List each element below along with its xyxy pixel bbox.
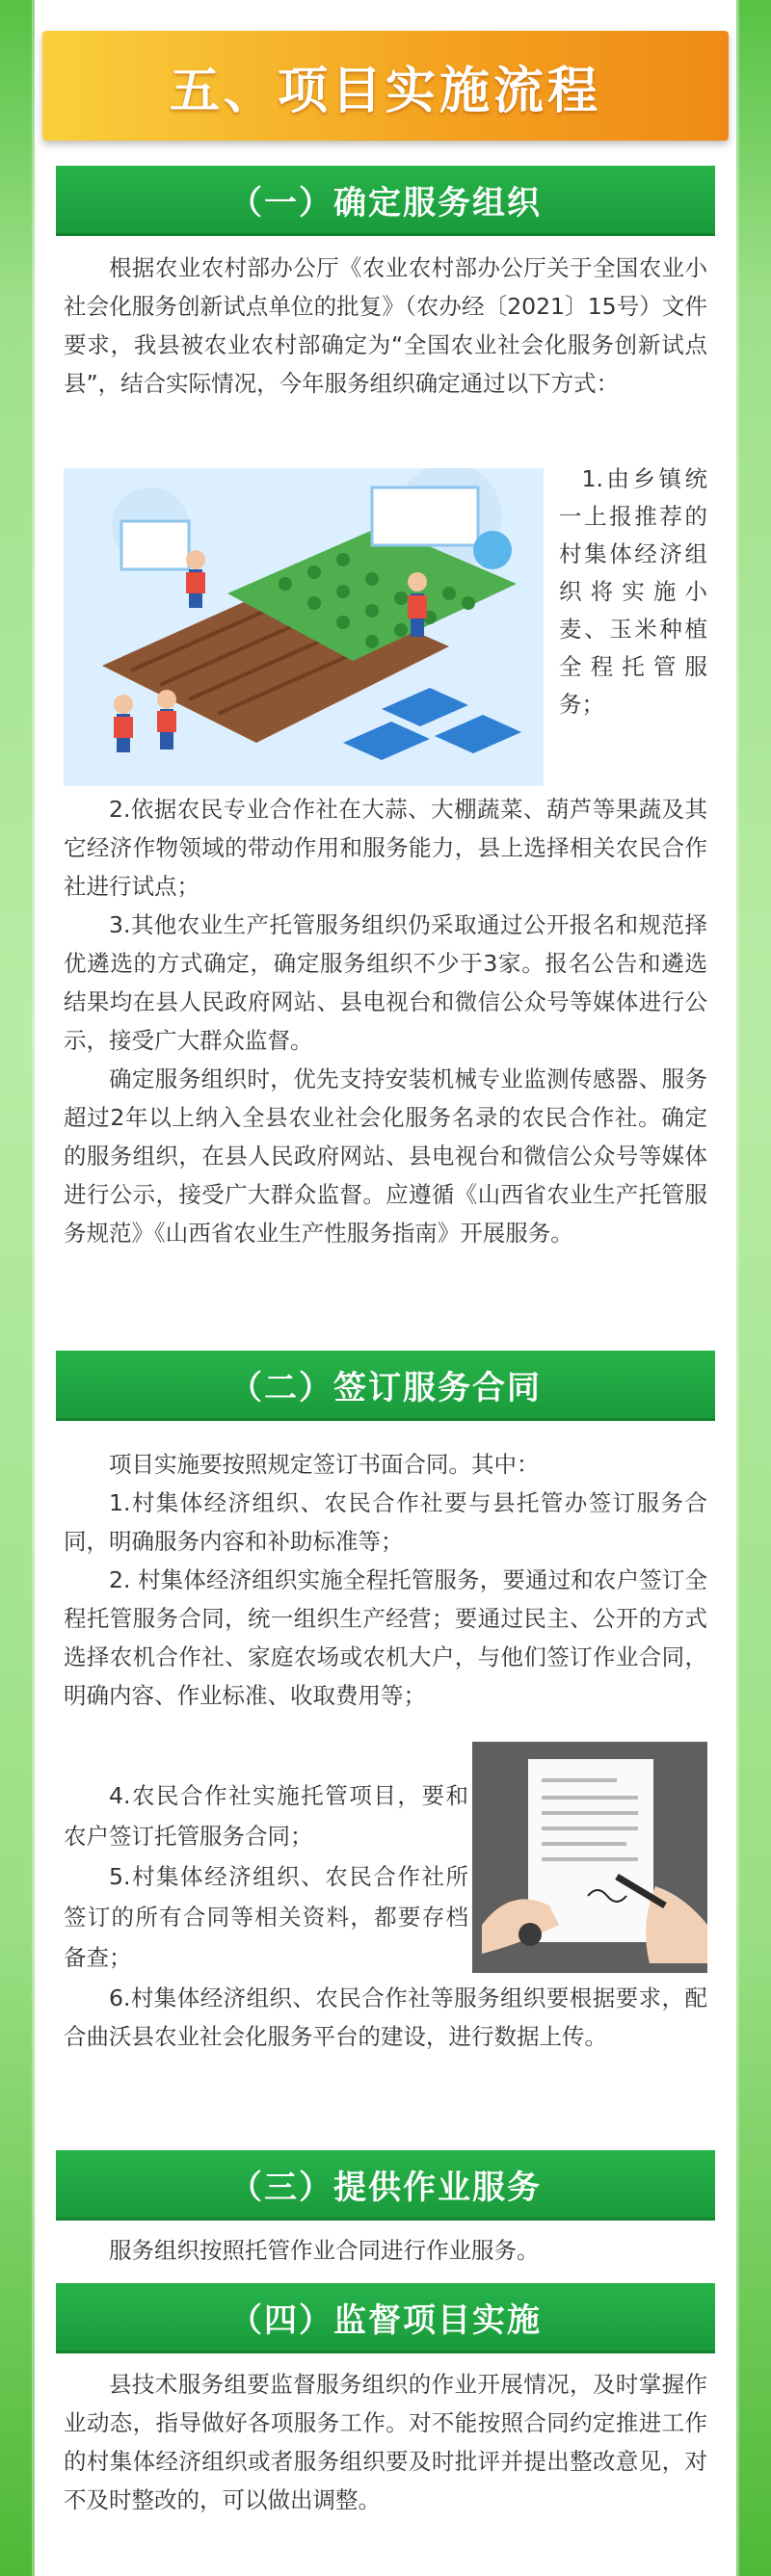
section-2-items-left: [64, 1775, 468, 1978]
section-2-item-6: [64, 1979, 707, 2056]
section-heading-1: （一）确定服务组织: [56, 166, 715, 233]
section-1-item-1: [559, 460, 707, 723]
paragraph: 根据农业农村部办公厅《农业农村部办公厅关于全国农业小社会化服务创新试点单位的批复》（农办经〔2021〕15号）文件要求，我县被农业农村部确定为“全国农业社会化服务创新试点县”，结合实际情况，今年服务组织确定通过以下方式：: [64, 254, 707, 397]
paragraph: 项目实施要按照规定签订书面合同。其中：: [109, 1451, 540, 1478]
section-heading-3: （三）提供作业服务: [56, 2150, 715, 2218]
paragraph: 服务组织按照托管作业合同进行作业服务。: [109, 2237, 540, 2264]
paragraph: 2. 村集体经济组织实施全程托管服务，要通过和农户签订全程托管服务合同，统一组织生产经营；要通过民主、公开的方式选择农机合作社、家庭农场或农机大户，与他们签订作业合同，明确内容、作业标准、收取费用等；: [64, 1566, 707, 1709]
paragraph: 确定服务组织时，优先支持安装机械专业监测传感器、服务超过2年以上纳入全县农业社会化服务名录的农民合作社。确定的服务组织，在县人民政府网站、县电视台和微信公众号等媒体进行公示，接受广大群众监督。应遵循《山西省农业生产托管服务规范》《山西省农业生产性服务指南》开展服务。: [64, 1065, 707, 1247]
paragraph: 2.依据农民专业合作社在大蒜、大棚蔬菜、葫芦等果蔬及其它经济作物领域的带动作用和服务能力，县上选择相关农民合作社进行试点；: [64, 796, 707, 900]
paragraph: 1.由乡镇统一上报推荐的村集体经济组织将实施小麦、玉米种植全程托管服务；: [559, 465, 707, 718]
section-1-items: [64, 790, 707, 1252]
contract-image: [472, 1742, 707, 1973]
paragraph: 4.农民合作社实施托管项目，要和农户签订托管服务合同；: [64, 1782, 468, 1850]
title-banner: [42, 31, 729, 141]
paragraph: 6.村集体经济组织、农民合作社等服务组织要根据要求，配合曲沃县农业社会化服务平台的建设，进行数据上传。: [64, 1985, 707, 2050]
paragraph: 5.村集体经济组织、农民合作社所签订的所有合同等相关资料，都要存档备查；: [64, 1863, 468, 1971]
contract-signing-image: [472, 1742, 707, 1973]
section-1-intro: [64, 249, 707, 403]
smart-farm-illustration: [64, 468, 544, 786]
section-2-body: [64, 1445, 707, 1715]
section-4-body: [64, 2365, 707, 2519]
paragraph: 3.其他农业生产托管服务组织仍采取通过公开报名和规范择优遴选的方式确定，确定服务组织不少于3家。报名公告和遴选结果均在县人民政府网站、县电视台和微信公众号等媒体进行公示，接受广大群众监督。: [64, 911, 707, 1054]
section-3-body: [64, 2231, 707, 2270]
paragraph: 1.村集体经济组织、农民合作社要与县托管办签订服务合同，明确服务内容和补助标准等；: [64, 1489, 707, 1555]
paragraph: 县技术服务组要监督服务组织的作业开展情况，及时掌握作业动态，指导做好各项服务工作。对不能按照合同约定推进工作的村集体经济组织或者服务组织要及时批评并提出整改意见，对不及时整改的，可以做出调整。: [64, 2371, 707, 2513]
farm-illustration-image: [64, 468, 544, 786]
page-title: 五、项目实施流程: [169, 62, 601, 120]
section-heading-4: （四）监督项目实施: [56, 2283, 715, 2351]
section-heading-2: （二）签订服务合同: [56, 1351, 715, 1418]
